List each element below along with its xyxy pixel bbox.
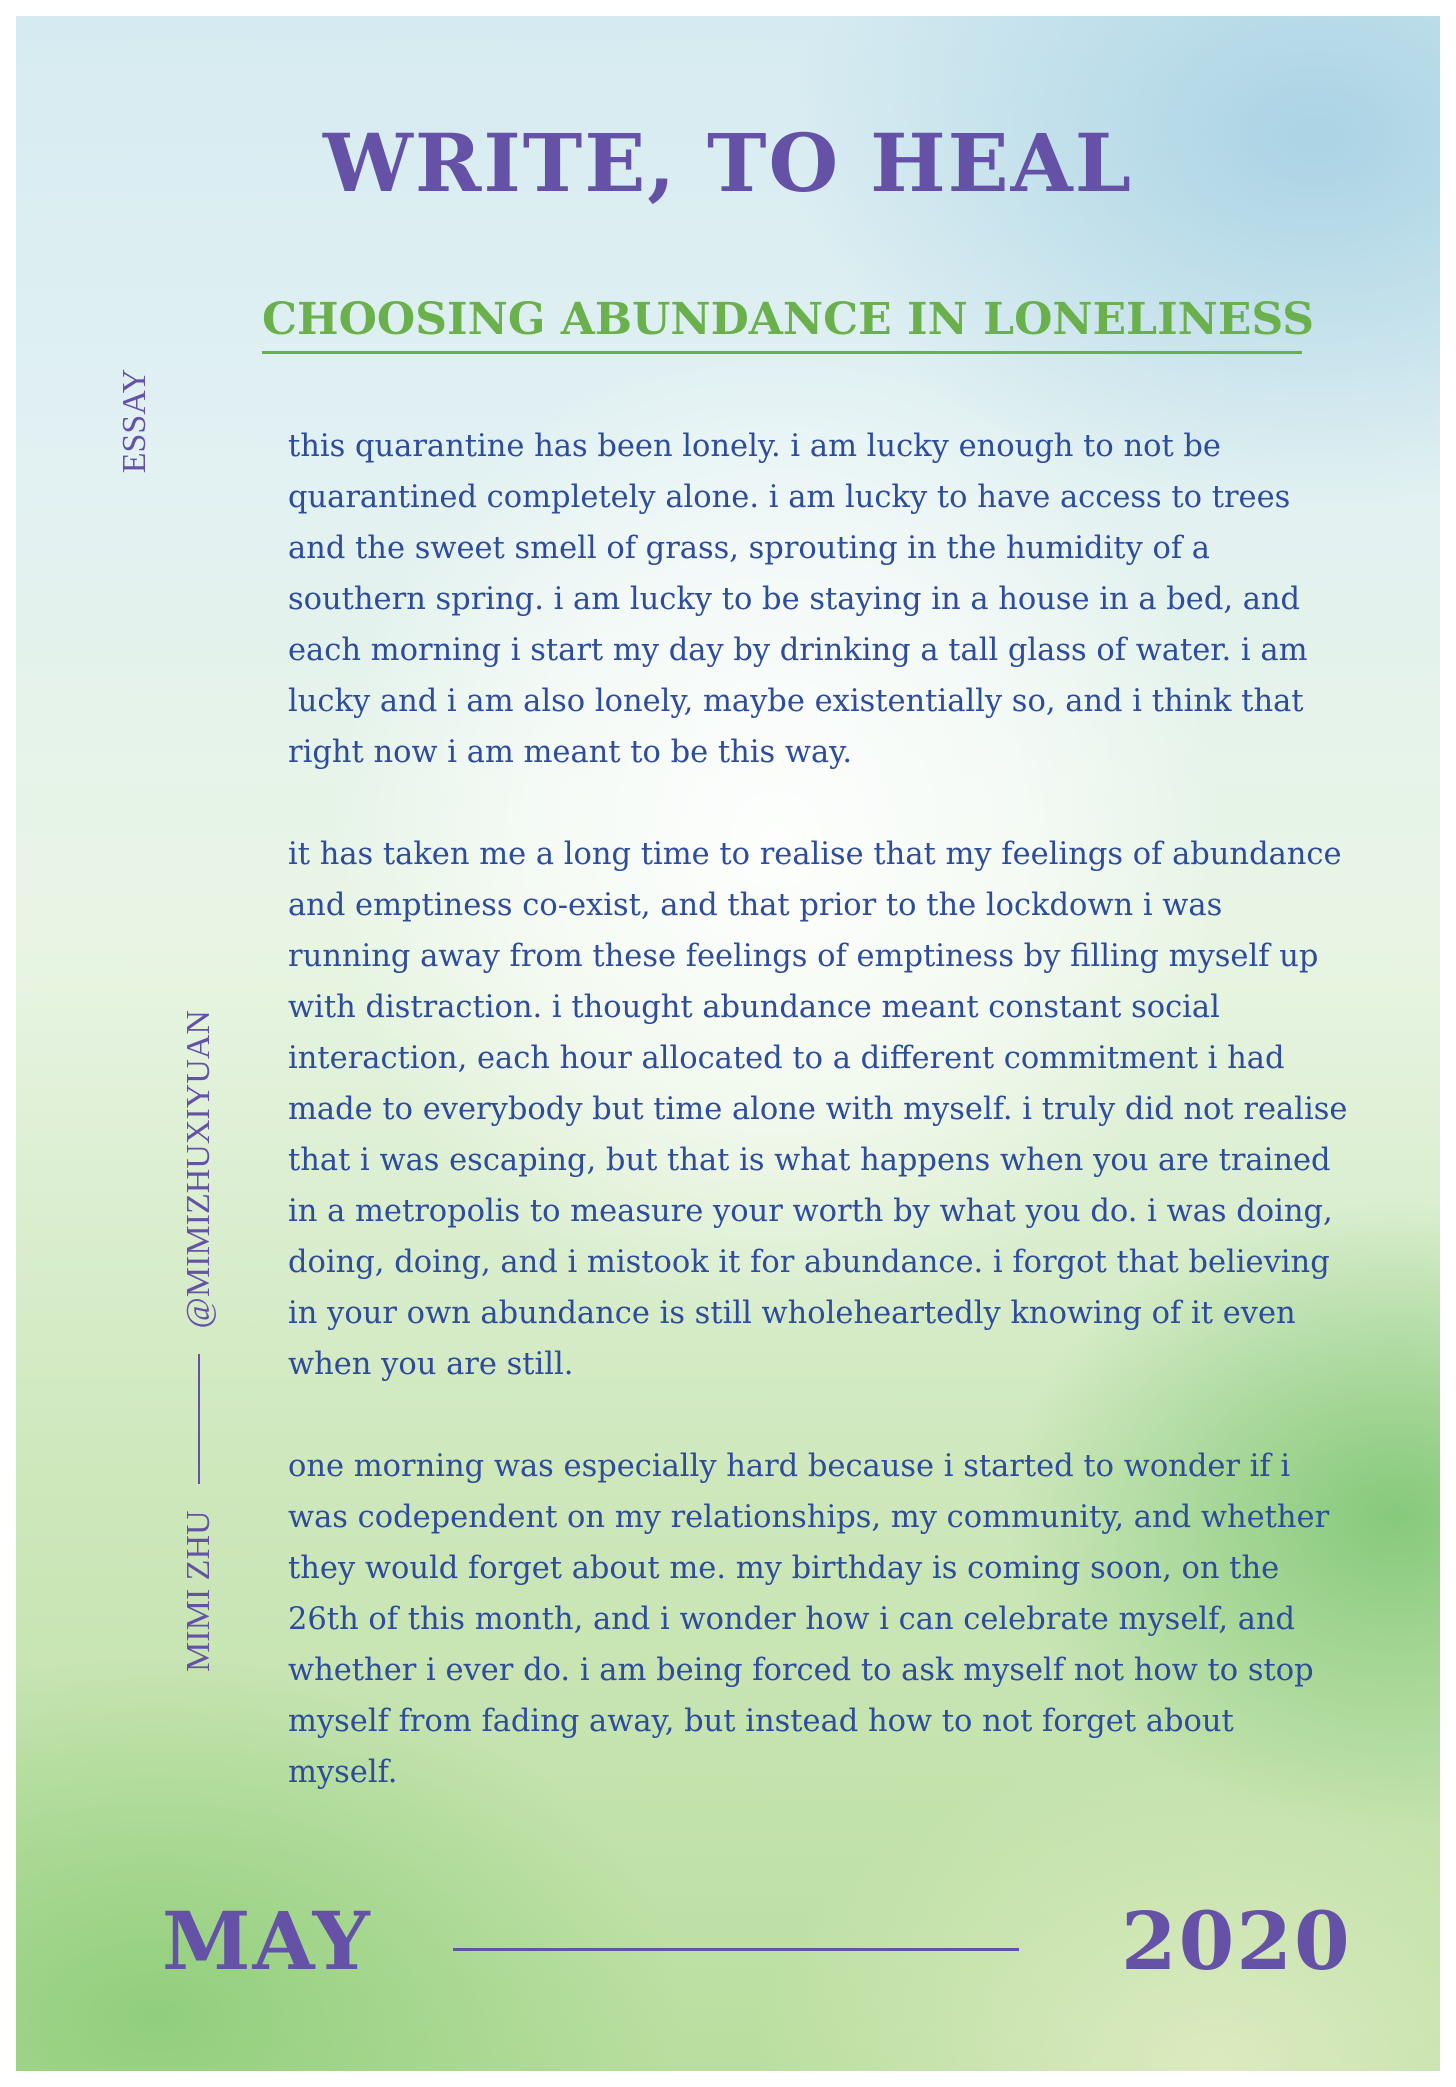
essay-subtitle: CHOOSING ABUNDANCE IN LONELINESS <box>262 294 1302 354</box>
author-byline <box>179 941 219 1741</box>
page-title: WRITE, TO HEAL <box>323 116 1133 210</box>
essay-page <box>16 16 1440 2071</box>
footer-year: 2020 <box>1121 1894 1352 1988</box>
essay-paragraph: one morning was especially hard because i started to wonder if i was codependent on my relationships, my community, and whether they would forget about me. my birthday is coming soon, on the 26th of this month, and i wonder how i can celebrate myself, and whether i ever do. i am being forced to ask myself not how to stop myself from fading away, but instead how to not forget about myself. <box>288 1449 1330 1790</box>
footer-divider <box>453 1948 1019 1951</box>
author-name: MIMI ZHU <box>180 1510 217 1672</box>
essay-body <box>288 421 1348 1849</box>
footer-month: MAY <box>162 1894 372 1988</box>
essay-paragraph: this quarantine has been lonely. i am lucky enough to not be quarantined completely alone. i am lucky to have access to trees and the sweet smell of grass, sprouting in the humidity of a southern spring. i am lucky to be staying in a house in a bed, and each morning i start my day by drinking a tall glass of water. i am lucky and i am also lonely, maybe existentially so, and i think that right now i am meant to be this way. <box>288 429 1308 770</box>
category-label: ESSAY <box>116 368 153 474</box>
author-handle: @MIMIZHUXIYUAN <box>180 1010 217 1329</box>
byline-divider <box>198 1354 200 1484</box>
essay-paragraph: it has taken me a long time to realise that my feelings of abundance and emptiness co-exist, and that prior to the lockdown i was running away from these feelings of emptiness by filling myself up with distraction. i thought abundance meant constant social interaction, each hour allocated to a different commitment i had made to everybody but time alone with myself. i truly did not realise that i was escaping, but that is what happens when you are trained in a metropolis to measure your worth by what you do. i was doing, doing, doing, and i mistook it for abundance. i forgot that believing in your own abundance is still wholeheartedly knowing of it even when you are still. <box>288 837 1348 1382</box>
